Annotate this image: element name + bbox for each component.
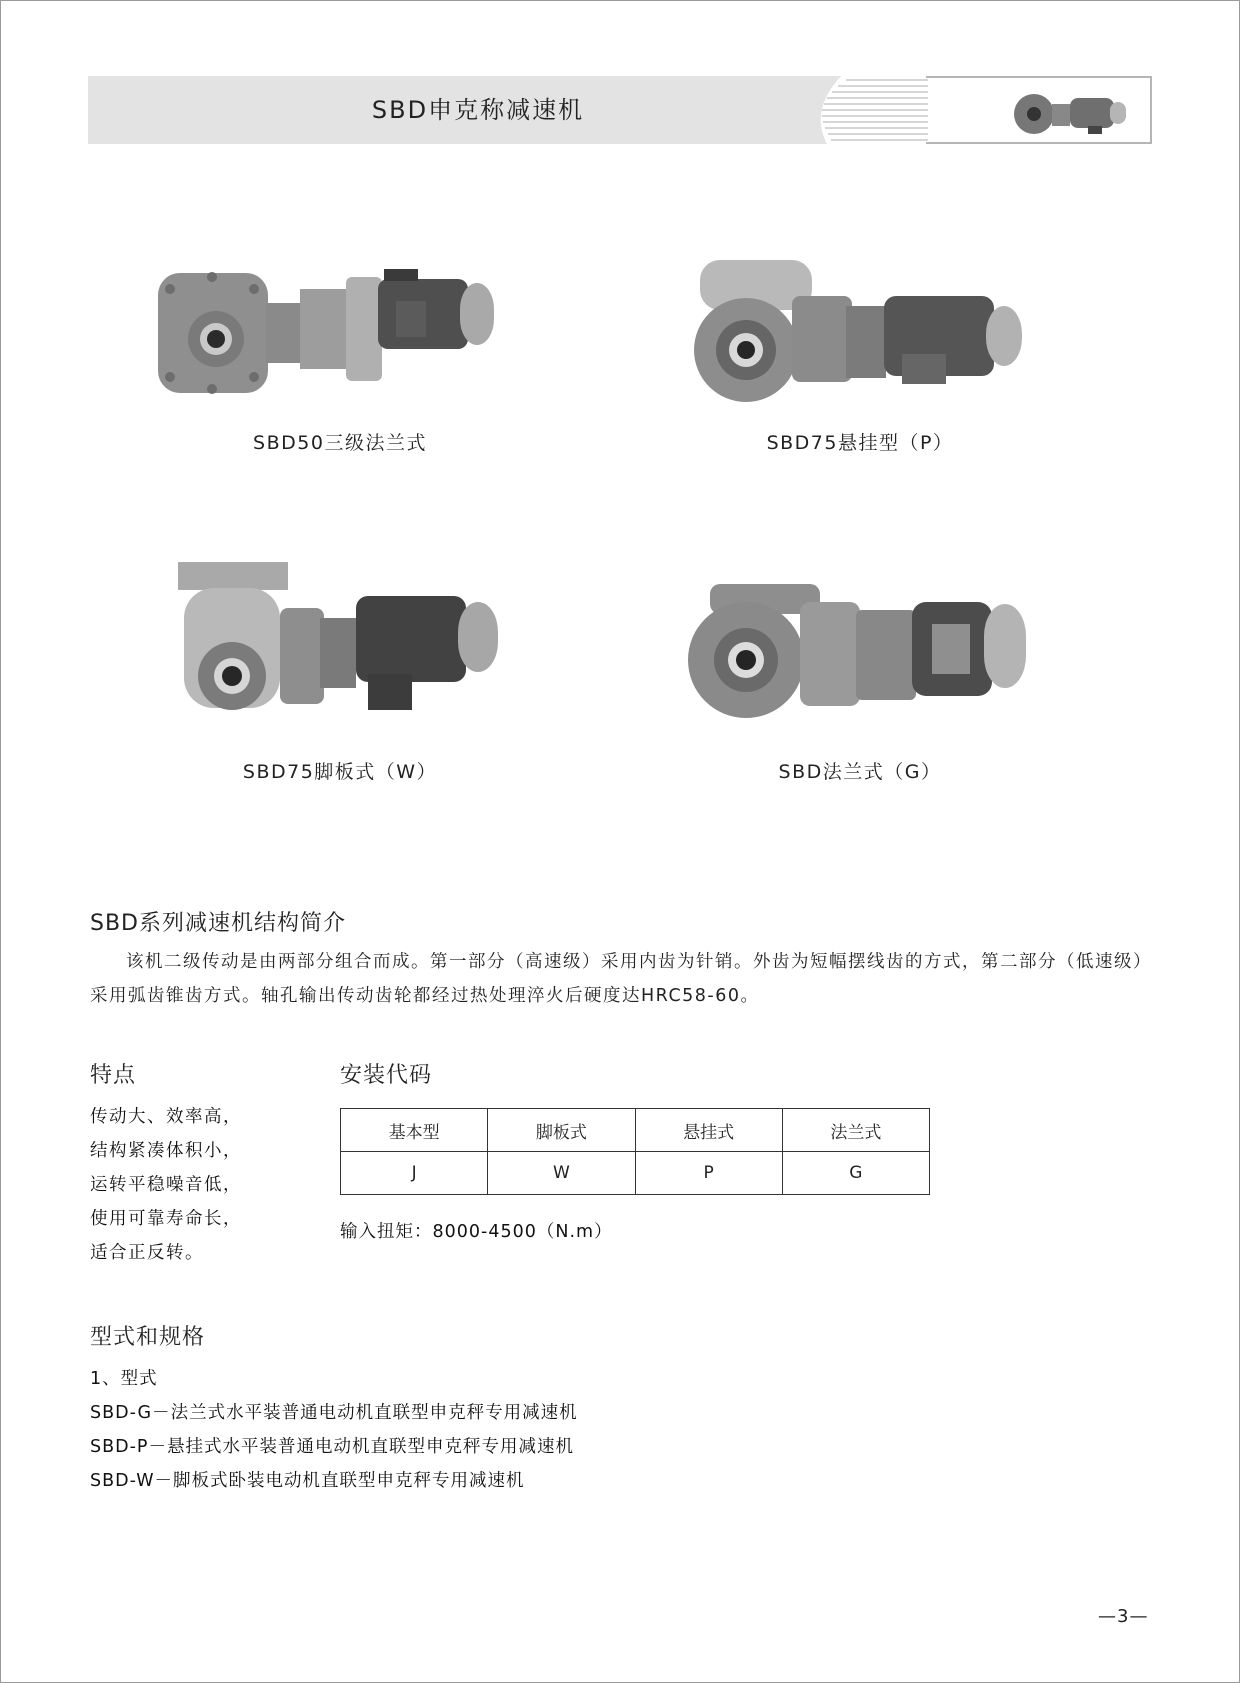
specs-subtitle: 1、型式 — [90, 1369, 158, 1389]
spec-line: SBD-G－法兰式水平装普通电动机直联型申克秤专用减速机 — [90, 1403, 578, 1423]
header-product-thumbnail — [1006, 82, 1132, 138]
table-header-cell: 基本型 — [341, 1109, 488, 1152]
feature-item: 适合正反转。 — [90, 1243, 204, 1263]
spec-line: SBD-P－悬挂式水平装普通电动机直联型申克秤专用减速机 — [90, 1437, 574, 1457]
specs-list — [90, 1362, 578, 1498]
page-title: SBD申克称减速机 — [371, 96, 585, 124]
table-header-cell: 悬挂式 — [635, 1109, 782, 1152]
feature-item: 结构紧凑体积小， — [90, 1141, 242, 1161]
product-caption-1: SBD50三级法兰式 — [253, 432, 427, 454]
table-header-cell: 法兰式 — [782, 1109, 929, 1152]
header-banner — [88, 76, 1152, 144]
product-caption-4: SBD法兰式（G） — [778, 761, 942, 783]
table-cell: P — [635, 1152, 782, 1195]
table-header-cell: 脚板式 — [488, 1109, 635, 1152]
product-photo-sbd-g — [680, 580, 1050, 720]
feature-item: 传动大、效率高， — [90, 1107, 242, 1127]
features-title: 特点 — [90, 1063, 137, 1088]
spec-line: SBD-W－脚板式卧装电动机直联型申克秤专用减速机 — [90, 1471, 525, 1491]
feature-item: 运转平稳噪音低， — [90, 1175, 242, 1195]
install-codes-table — [340, 1108, 930, 1195]
product-caption-3: SBD75脚板式（W） — [242, 761, 438, 783]
table-header-row — [341, 1109, 930, 1152]
table-cell: W — [488, 1152, 635, 1195]
product-caption-2: SBD75悬挂型（P） — [766, 432, 954, 454]
features-list — [90, 1100, 242, 1270]
table-row — [341, 1152, 930, 1195]
product-photo-sbd75-p — [680, 256, 1040, 406]
table-cell: J — [341, 1152, 488, 1195]
structure-paragraph: 该机二级传动是由两部分组合而成。第一部分（高速级）采用内齿为针销。外齿为短幅摆线齿的方式，第二部分（低速级）采用弧齿锥齿方式。轴孔输出传动齿轮都经过热处理淬火后硬度达HRC58-60。 — [90, 952, 1144, 1006]
table-cell: G — [782, 1152, 929, 1195]
specs-title: 型式和规格 — [90, 1325, 206, 1350]
product-photo-sbd50 — [150, 255, 530, 405]
feature-item: 使用可靠寿命长， — [90, 1209, 242, 1229]
page-number: —3— — [1098, 1606, 1149, 1627]
install-codes-title: 安装代码 — [340, 1063, 433, 1088]
structure-title: SBD系列减速机结构简介 — [90, 911, 346, 936]
input-torque: 输入扭矩：8000-4500（N.m） — [340, 1222, 613, 1242]
product-photo-sbd75-w — [170, 558, 520, 728]
